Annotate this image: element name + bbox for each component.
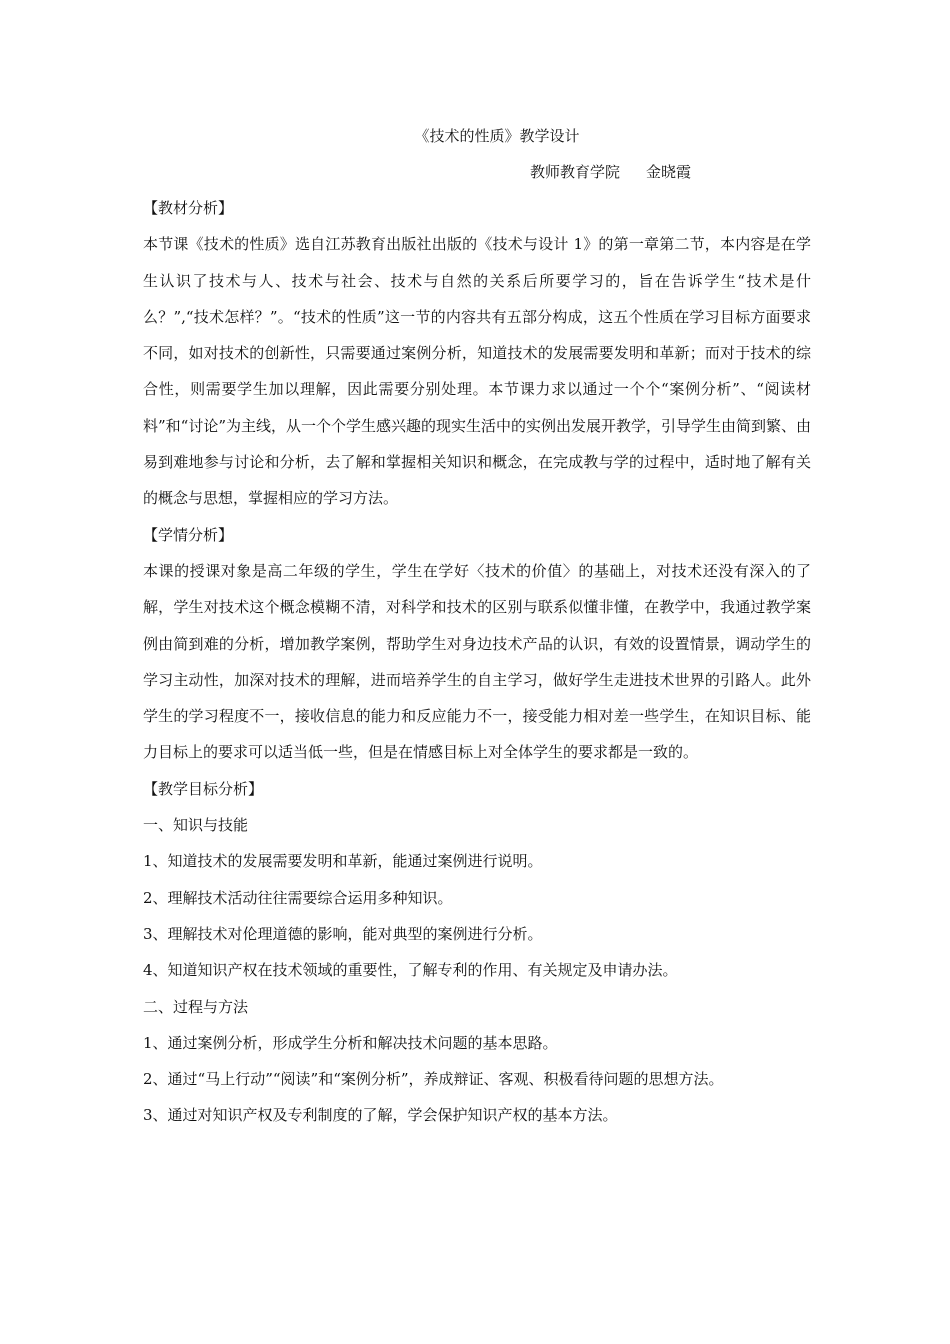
document-body: [143, 118, 811, 1134]
subheading-process: 二、过程与方法: [143, 997, 249, 1016]
author-name: 金晓霞: [645, 163, 691, 181]
list-item: 1、知道技术的发展需要发明和革新，能通过案例进行说明。: [143, 852, 543, 871]
list-item: 2、通过“马上行动”“阅读”和“案例分析”，养成辩证、客观、积极看待问题的思想方法。: [143, 1070, 724, 1089]
list-item: 4、知道知识产权在技术领域的重要性，了解专利的作用、有关规定及申请办法。: [143, 961, 678, 980]
section-heading-objectives: 【教学目标分析】: [143, 779, 264, 798]
paragraph-material: 本节课《技术的性质》选自江苏教育出版社出版的《技术与设计 1》的第一章第二节，本内容是在学生认识了技术与人、技术与社会、技术与自然的关系后所要学习的，旨在告诉学生“技术是什么？”,“技术怎样？”。“技术的性质”这一节的内容共有五部分构成，这五个性质在学习目标方面要求不同，如对技术的创新性，只需要通过案例分析，知道技术的发展需要发明和革新；而对于技术的综合性，则需要学生加以理解，因此需要分别处理。本节课力求以通过一个个“案例分析”、“阅读材料”和“讨论”为主线，从一个个学生感兴趣的现实生活中的实例出发展开教学，引导学生由简到繁、由易到难地参与讨论和分析，去了解和掌握相关知识和概念，在完成教与学的过程中，适时地了解有关的概念与思想，掌握相应的学习方法。: [143, 235, 812, 508]
list-item: 1、通过案例分析，形成学生分析和解决技术问题的基本思路。: [143, 1033, 558, 1052]
document-title: 《技术的性质》教学设计: [414, 127, 580, 145]
list-item: 2、理解技术活动往往需要综合运用多种知识。: [143, 888, 453, 907]
author-line: [143, 154, 811, 190]
section-heading-learner: 【学情分析】: [143, 525, 234, 544]
section-heading-material: 【教材分析】: [143, 199, 234, 217]
institution-name: 教师教育学院: [529, 163, 620, 181]
subheading-knowledge: 一、知识与技能: [143, 816, 249, 835]
list-item: 3、理解技术对伦理道德的影响，能对典型的案例进行分析。: [143, 924, 543, 943]
list-item: 3、通过对知识产权及专利制度的了解，学会保护知识产权的基本方法。: [143, 1106, 618, 1125]
paragraph-learner: 本课的授课对象是高二年级的学生，学生在学好〈技术的价值〉的基础上，对技术还没有深入的了解，学生对技术这个概念模糊不清，对科学和技术的区别与联系似懂非懂，在教学中，我通过教学案例由简到难的分析，增加教学案例，帮助学生对身边技术产品的认识，有效的设置情景，调动学生的学习主动性，加深对技术的理解，进而培养学生的自主学习，做好学生走进技术世界的引路人。此外学生的学习程度不一，接收信息的能力和反应能力不一，接受能力相对差一些学生，在知识目标、能力目标上的要求可以适当低一些，但是在情感目标上对全体学生的要求都是一致的。: [143, 561, 811, 762]
